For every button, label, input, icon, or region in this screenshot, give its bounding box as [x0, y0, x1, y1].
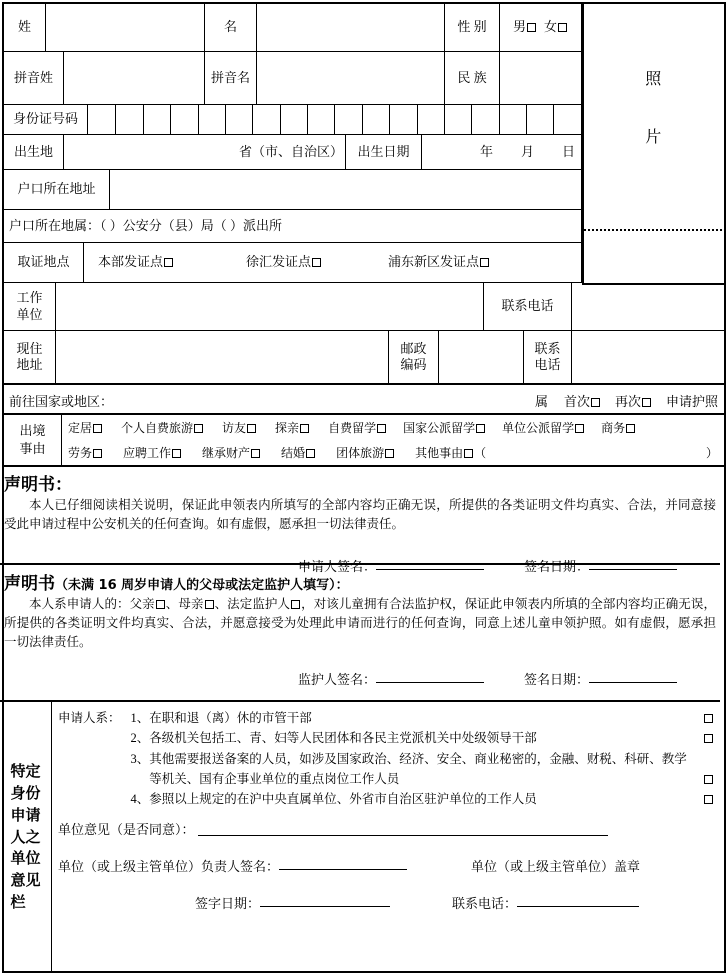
gender-female-checkbox[interactable] [558, 23, 567, 32]
declaration-1-body: 本人已仔细阅读相关说明，保证此申领表内所填写的全部内容均正确无误，所提供的各类证明文件均真实、合法，并同意接受此申请过程中公安机关的任何查询。如有虚假，愿承担一切法律责任。 [4, 498, 716, 531]
applicant-category-item[interactable] [131, 728, 714, 748]
unit-opinion-row [52, 809, 720, 838]
exit-reason-option-checkbox[interactable] [306, 449, 315, 458]
hukou-address-label: 户口所在地址 [4, 170, 110, 210]
photo-cut-line [584, 229, 726, 231]
gender-label: 性 别 [445, 4, 500, 52]
birthplace-field[interactable] [64, 135, 346, 170]
declaration-applicant [0, 467, 720, 574]
exit-reason-option[interactable] [502, 419, 585, 436]
exit-reason-option-label: 其他事由 [415, 446, 464, 460]
destination-suffix: 申请护照 [665, 393, 718, 409]
applicant-category-text: 其他需要报送备案的人员，如涉及国家政治、经济、安全、商业秘密的，金融、财税、科研、教学等机关、国有企事业单位的重点岗位工作人员 [149, 751, 687, 786]
exit-reason-option[interactable] [336, 444, 395, 461]
grid-bottom-divider [4, 383, 724, 385]
declaration-2-heading: 声明书（未满 16 周岁申请人的父母或法定监护人填写）： [4, 574, 349, 594]
exit-reason-option-label: 个人自费旅游 [121, 421, 194, 435]
exit-reason-option-checkbox[interactable] [626, 424, 635, 433]
pickup-option-3[interactable]: 浦东新区发证点 [388, 255, 490, 270]
givenname-field[interactable] [257, 4, 445, 52]
idcard-digit-box[interactable] [225, 105, 252, 134]
applicant-category-checkbox[interactable] [704, 775, 713, 784]
gender-male-option[interactable]: 男 [513, 20, 537, 35]
birthplace-label: 出生地 [4, 135, 64, 170]
guardian-signdate-line[interactable] [589, 669, 677, 683]
exit-reason-option-label: 继承财产 [202, 446, 251, 460]
applicant-category-text: 各级机关包括工、青、妇等人民团体和各民主党派机关中处级领导干部 [149, 731, 537, 746]
applicant-category-checkbox[interactable] [704, 734, 713, 743]
declaration-2-signature-row [0, 651, 720, 688]
unit-signdate-line[interactable] [260, 893, 390, 907]
exit-reason-option[interactable] [123, 444, 182, 461]
exit-reason-option-checkbox[interactable] [251, 449, 260, 458]
idcard-label: 身份证号码 [4, 105, 88, 135]
exit-reason-option[interactable] [121, 419, 204, 436]
hukou-belong-text: 户口所在地属：（ ）公安分（县）局（ ）派出所 [9, 217, 283, 233]
postcode-field[interactable] [439, 331, 524, 383]
postcode-label: 邮政 编码 [389, 331, 439, 383]
exit-reason-option[interactable] [275, 419, 310, 436]
exit-reason-option[interactable] [222, 419, 257, 436]
idcard-digit-box[interactable] [307, 105, 334, 134]
idcard-digit-box[interactable] [280, 105, 307, 134]
idcard-digit-box[interactable] [198, 105, 225, 134]
first-time-checkbox[interactable] [591, 398, 600, 407]
photo-label-line2: 片 [645, 129, 663, 146]
exit-reason-option-checkbox[interactable] [172, 449, 181, 458]
declaration-1-divider [0, 563, 720, 565]
pickup-option-2-checkbox[interactable] [312, 258, 321, 267]
declaration-2-body: 本人系申请人的：父亲 、母亲 、法定监护人 ，对该儿童拥有合法监护权，保证此申领表内所填的全部内容均正确无误，所提供的各类证明文件均真实、合法，并愿意接受为处理此申请而进行的任何查询，同意上述儿童申领护照。如有虚假，愿承担一切法律责任。 [4, 597, 716, 649]
applicant-category-number: 3、 [130, 751, 150, 766]
special-section-side-label-text: 特定 身份 申请 人之 单位 意见 栏 [10, 762, 41, 911]
address-field[interactable] [56, 331, 389, 383]
exit-reason-option[interactable] [68, 444, 103, 461]
exit-reason-option-label: 商务 [601, 421, 626, 435]
gender-options [500, 4, 582, 52]
applicant-category-item[interactable] [131, 789, 714, 809]
unit-opinion-line[interactable] [198, 822, 608, 836]
hukou-belong-row[interactable] [4, 210, 582, 243]
pickup-options [84, 243, 582, 283]
pickup-label: 取证地点 [4, 243, 84, 283]
declaration-guardian [0, 566, 720, 700]
givenname-label: 名 [205, 4, 257, 52]
exit-reason-option[interactable] [281, 444, 316, 461]
applicant-category-text: 参照以上规定的在沪中央直属单位、外省市自治区驻沪单位的工作人员 [149, 792, 537, 806]
exit-reason-option-label: 访友 [222, 421, 247, 435]
birthdate-year-unit: 年 [479, 143, 493, 159]
workunit-label: 工作 单位 [4, 283, 56, 331]
pinyin-surname-label: 拼音姓 [4, 52, 64, 105]
applicant-category-number: 2、 [130, 731, 150, 746]
idcard-digit-box[interactable] [143, 105, 170, 134]
guardian-signature-label: 监护人签名： [298, 672, 377, 688]
pinyin-givenname-field[interactable] [257, 52, 445, 105]
unit-signdate-row [52, 875, 720, 912]
home-phone-label: 联系 电话 [524, 331, 572, 383]
pickup-option-1-checkbox[interactable] [164, 258, 173, 267]
exit-reason-option-label: 团体旅游 [336, 446, 385, 460]
again-checkbox[interactable] [642, 398, 651, 407]
idcard-digit-box[interactable] [88, 105, 115, 134]
unit-responsible-signature-row [52, 838, 720, 875]
idcard-digit-box[interactable] [334, 105, 361, 134]
idcard-digit-box[interactable] [170, 105, 197, 134]
special-section-side-label [0, 702, 52, 973]
exit-reason-option[interactable] [68, 419, 103, 436]
exit-reason-option-label: 自费留学 [328, 421, 377, 435]
applicant-category-checkbox[interactable] [704, 714, 713, 723]
applicant-category-text: 在职和退（离）休的市管干部 [149, 711, 312, 725]
applicant-category-number: 1、 [130, 711, 150, 725]
exit-reason-option-checkbox[interactable] [93, 424, 102, 433]
pickup-option-2[interactable]: 徐汇发证点 [246, 255, 322, 270]
exit-reason-option[interactable] [601, 419, 636, 436]
idcard-digit-box[interactable] [553, 105, 580, 134]
birthplace-suffix: 省（市、自治区） [238, 143, 343, 159]
exit-reason-option[interactable] [403, 419, 486, 436]
photo-box[interactable] [582, 4, 724, 285]
pinyin-givenname-label: 拼音名 [205, 52, 257, 105]
special-identity-section [0, 702, 720, 973]
workunit-phone-field[interactable] [572, 283, 724, 331]
personal-info-grid [4, 4, 724, 460]
unit-signdate-label: 签字日期： [194, 896, 260, 912]
applicant-category-label: 申请人系： [58, 711, 121, 725]
idcard-digit-box[interactable] [115, 105, 142, 134]
exit-reason-option-checkbox[interactable] [247, 424, 256, 433]
applicant-category-item[interactable] [131, 708, 714, 728]
applicant-category-checkbox-cell [694, 769, 714, 789]
idcard-boxes[interactable] [88, 105, 582, 135]
exit-reason-option-label: 探亲 [275, 421, 300, 435]
exit-reason-option-checkbox[interactable] [476, 424, 485, 433]
gender-female-option[interactable]: 女 [544, 20, 568, 35]
idcard-digit-box[interactable] [252, 105, 279, 134]
legal-guardian-checkbox[interactable] [291, 600, 300, 609]
applicant-category-checkbox-cell [694, 789, 714, 809]
exit-reason-option-checkbox[interactable] [194, 424, 203, 433]
birthdate-label: 出生日期 [346, 135, 422, 170]
exit-reason-option-label: 定居 [68, 421, 93, 435]
destination-label: 前往国家或地区： [9, 393, 114, 409]
unit-opinion-label: 单位意见（是否同意）： [58, 822, 195, 838]
idcard-digit-box[interactable] [444, 105, 471, 134]
unit-contact-phone-label: 联系电话： [452, 896, 518, 912]
guardian-signature-line[interactable] [376, 669, 484, 683]
first-time-option[interactable]: 首次 [564, 391, 601, 410]
idcard-digit-box[interactable] [526, 105, 553, 134]
unit-responsible-signature-label: 单位（或上级主管单位）负责人签名： [58, 859, 280, 875]
idcard-digit-box[interactable] [499, 105, 526, 134]
birthdate-field[interactable] [422, 135, 582, 170]
idcard-digit-box[interactable] [389, 105, 416, 134]
birthdate-month-unit: 月 [520, 143, 534, 159]
gender-male-checkbox[interactable] [527, 23, 536, 32]
birthdate-day-unit: 日 [561, 143, 575, 159]
home-phone-field[interactable] [572, 331, 724, 383]
exit-reason-option-checkbox[interactable] [377, 424, 386, 433]
destination-row [4, 387, 724, 415]
applicant-category-checkbox-cell [694, 708, 714, 728]
exit-reason-option-checkbox[interactable] [385, 449, 394, 458]
exit-reason-row [4, 415, 724, 467]
declaration-1-heading: 声明书： [4, 475, 72, 495]
exit-reason-option-checkbox[interactable] [93, 449, 102, 458]
exit-reason-options-row-2 [68, 440, 724, 465]
exit-reason-option-checkbox[interactable] [464, 449, 473, 458]
applicant-signature-label: 申请人签名： [298, 558, 377, 574]
exit-reason-option-label: 单位公派留学 [502, 421, 575, 435]
pickup-option-3-checkbox[interactable] [480, 258, 489, 267]
pinyin-surname-field[interactable] [64, 52, 205, 105]
exit-reason-option-label: 劳务 [68, 446, 93, 460]
destination-belong-label: 属 [534, 393, 548, 409]
exit-reason-option[interactable] [202, 444, 261, 461]
applicant-category-checkbox-cell [694, 728, 714, 748]
mother-checkbox[interactable] [205, 600, 214, 609]
applicant-category-checkbox[interactable] [704, 795, 713, 804]
applicant-category-number: 4、 [130, 792, 150, 806]
idcard-digit-box[interactable] [417, 105, 444, 134]
exit-reason-option[interactable] [328, 419, 387, 436]
workunit-field[interactable] [56, 283, 484, 331]
exit-reason-other-close: ） [705, 446, 718, 460]
address-label: 现住 地址 [4, 331, 56, 383]
exit-reason-option[interactable] [415, 444, 474, 461]
surname-label: 姓 [4, 4, 46, 52]
exit-reason-option-label: 应聘工作 [123, 446, 172, 460]
father-checkbox[interactable] [156, 600, 165, 609]
ethnicity-field[interactable] [500, 52, 582, 105]
exit-reason-option-label: 结婚 [281, 446, 306, 460]
unit-contact-phone-line[interactable] [517, 893, 639, 907]
hukou-address-field[interactable] [110, 170, 582, 210]
again-option[interactable]: 再次 [615, 391, 652, 410]
exit-reason-label: 出境 事由 [4, 415, 62, 465]
applicant-category-list [131, 708, 714, 809]
photo-label-line1: 照 [645, 71, 663, 88]
unit-responsible-signature-line[interactable] [279, 856, 407, 870]
applicant-category-item[interactable] [131, 749, 714, 790]
ethnicity-label: 民 族 [445, 52, 500, 105]
exit-reason-other-open: （ [474, 446, 487, 460]
workunit-phone-label: 联系电话 [484, 283, 572, 331]
unit-seal-label: 单位（或上级主管单位）盖章 [471, 859, 641, 875]
exit-reason-option-label: 国家公派留学 [403, 421, 476, 435]
pickup-option-1[interactable]: 本部发证点 [98, 255, 174, 270]
exit-reason-option-checkbox[interactable] [300, 424, 309, 433]
idcard-digit-box[interactable] [362, 105, 389, 134]
declaration-2-subheading: （未满 16 周岁申请人的父母或法定监护人填写）： [55, 578, 349, 593]
guardian-signdate-label: 签名日期： [524, 672, 590, 688]
applicant-signdate-label: 签名日期： [524, 558, 590, 574]
exit-reason-option-checkbox[interactable] [575, 424, 584, 433]
exit-reason-options-row-1 [68, 415, 724, 440]
idcard-digit-box[interactable] [471, 105, 498, 134]
surname-field[interactable] [46, 4, 205, 52]
